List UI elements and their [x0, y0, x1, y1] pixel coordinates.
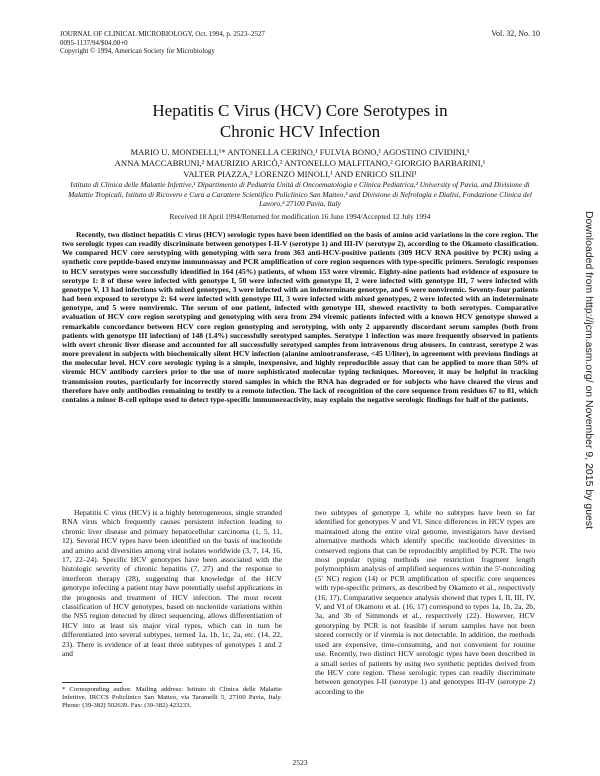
- title-line-2: Chronic HCV Infection: [219, 122, 381, 141]
- footnote-divider: [62, 682, 122, 683]
- received-dates: Received 18 April 1994/Returned for modification 16 June 1994/Accepted 12 July 1994: [169, 212, 431, 221]
- author-list: [60, 147, 540, 180]
- body-column-right: [315, 508, 535, 696]
- page-number: 2523: [292, 758, 308, 767]
- intro-paragraph-continued: two subtypes of genotype 3, while no subtypes have been so far identified for genotypes V and VI. Since differences in HCV types are maintained along the entire viral genome, investigators have devised alternative methods which identify specific nucleotide diversities in conserved regions that can be reproducibly amplified by PCR. The two most popular typing methods use restriction fragment length polymorphism analysis of amplified sequences within the 5′-noncoding (5′ NC) region (14) or PCR amplification of specific core sequences with type-specific primers, as described by Okamoto et al., respectively (16, 17). Comparative sequence analysis showed that types I, II, III, IV, V, and VI of Okamoto et al. (16, 17) correspond to types 1a, 1b, 2a, 2b, 3a, and 3b of Simmonds et al., respectively (22). However, HCV genotyping by PCR is not feasible if serum samples have not been stored correctly or if viremia is not detectable. In addition, the methods used are expensive, time-consuming, and not convenient for routine use. Recently, two distinct HCV serologic types have been described in a small series of patients by using two synthetic peptides derived from the HCV core region. These serologic types can readily discriminate between genotypes I-II (serotype 1) and genotypes III-IV (serotype 2) according to the: [315, 508, 535, 696]
- journal-info: [60, 30, 360, 56]
- journal-line: JOURNAL OF CLINICAL MICROBIOLOGY, Oct. 1994, p. 2523–2527: [60, 30, 265, 38]
- affiliations: Istituto di Clinica delle Malattie Infettive,¹ Dipartimento di Pediatria Unità di Oncoematologia e Clinica Pediatrica,² University of Pavia, and Divisione di Malattie Tropicali, Istituto di Ricovero e Cura a Carattere Scientifico Policlinico San Matteo,³ and Divisione di Nefrologia e Dialisi, Fondazione Clinica del Lavoro,³ 27100 Pavia, Italy: [68, 180, 532, 209]
- authors-line-3: VALTER PIAZZA,³ LORENZO MINOLI,¹ AND ENRICO SILINI¹: [183, 169, 417, 179]
- authors-line-2: ANNA MACCABRUNI,² MAURIZIO ARICÒ,² ANTONELLO MALFITANO,² GIORGIO BARBARINI,¹: [114, 158, 486, 168]
- issn-line: 0095-1137/94/$04.00+0: [60, 38, 128, 47]
- abstract: Recently, two distinct hepatitis C virus (HCV) serologic types have been identified on the basis of amino acid variations in the core region. The two serologic types can readily discriminate between genotypes I-II-V (serotype 1) and III-IV (serotype 2), according to the Okamoto classification. We compared HCV core serotyping with genotyping with sera from 363 anti-HCV-positive patients (309 HCV RNA positive by PCR) using a synthetic core peptide-based enzyme immunoassay and PCR amplification of core region sequences with type-specific primers. Serologic responses to HCV serotypes were successfully identified in 164 (45%) patients, of whom 153 were viremic. Eighty-nine patients had evidence of exposure to serotype 1: 8 of these were infected with genotype I, 50 were infected with genotype II, 2 were infected with genotype III, 7 were infected with genotype V, 13 had infections with mixed genotypes, 3 were infected with an indeterminate genotype, and 6 were nonviremic. Seventy-four patients had been exposed to serotype 2: 64 were infected with genotype III, 3 were infected with mixed genotypes, 2 were infected with an indeterminate genotype, and 5 were nonviremic. The serum of one patient, infected with genotype III, showed reactivity to both serotypes. Comparative evaluation of HCV core region serotyping and genotyping with sera from 294 viremic patients infected with a known HCV genotype showed a remarkable concordance between HCV core region genotyping and serotyping, with only 2 apparently discordant serum samples (both from patients with genotype III infection) of 148 (1.4%) successfully serotyped samples. Serotype 1 infection was more frequently observed in patients with overt chronic liver disease and accounted for all successfully serotyped samples from intravenous drug abusers. In contrast, serotype 2 was more prevalent in subjects with biochemically silent HCV infection (alanine aminotransferase, <45 U/liter), in agreement with previous findings at the molecular level. HCV core serologic typing is a simple, inexpensive, and highly reproducible assay that can be applied to more than 50% of viremic HCV antibody carriers prior to the use of more sophisticated molecular typing techniques. Moreover, it may be helpful in tracking transmission routes, particularly for incorrectly stored samples in which the RNA has degraded or for subjects who have cleared the virus and therefore have only antibodies remaining to testify to a remote infection. The lack of recognition of the core sequence from residues 67 to 81, which contains a minor B-cell epitope used to detect type-specific immunoreactivity, may explain the negative serologic findings for half of the patients.: [62, 230, 538, 404]
- title-line-1: Hepatitis C Virus (HCV) Core Serotypes in: [152, 101, 448, 120]
- authors-line-1: MARIO U. MONDELLI,¹* ANTONELLA CERINO,¹ FULVIA BONO,¹ AGOSTINO CIVIDINI,¹: [130, 147, 470, 157]
- volume-label: Vol. 32, No. 10: [491, 29, 540, 38]
- body-column-left: [62, 508, 282, 659]
- intro-paragraph: Hepatitis C virus (HCV) is a highly heterogeneous, single stranded RNA virus which frequently causes persistent infection leading to chronic liver disease and primary hepatocellular carcinoma (1, 5, 11, 12). Several HCV types have been identified on the basis of nucleotide and amino acid diversities among viral isolates worldwide (3, 7, 14, 16, 17, 22–24). Specific HCV genotypes have been associated with the histologic severity of chronic hepatitis (7, 27) and the response to interferon therapy (28), suggesting that knowledge of the HCV genotype infecting a patient may have potentially useful applications in the prognosis and treatment of HCV infection. The most recent classification of HCV genotypes, based on nucleotide variations within the NS5 region detected by direct sequencing, allows differentiation of HCV into at least six major viral types, which can in turn be differentiated into several subtypes, termed 1a, 1b, 1c, 2a, etc. (14, 22, 23). There is evidence of at least three subtypes of genotypes 1 and 2 and: [62, 508, 282, 659]
- download-watermark-text: Downloaded from http://jcm.asm.org/ on November 9, 2015 by guest: [583, 210, 595, 530]
- download-watermark: [584, 110, 594, 630]
- copyright-line: Copyright © 1994, American Society for Microbiology: [60, 47, 215, 55]
- article-title: [60, 100, 540, 142]
- corresponding-author-footnote: * Corresponding author. Mailing address: Istituto di Clinica delle Malattie Infettive, IRCCS Policlinico San Matteo, via Taramelli 5, 27100 Pavia, Italy. Phone: (39-382) 502639. Fax: (39-382) 423233.: [62, 686, 282, 709]
